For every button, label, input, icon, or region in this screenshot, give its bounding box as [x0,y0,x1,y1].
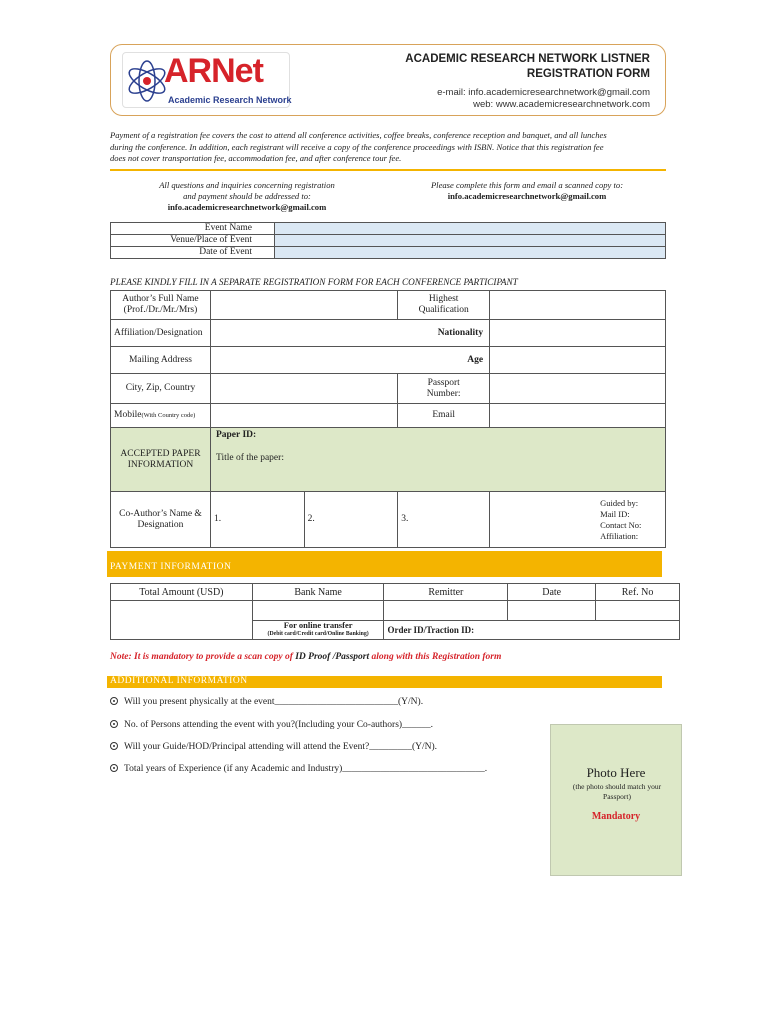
bullet-icon [110,720,118,728]
nationality-label: Nationality [210,320,489,347]
accepted-paper-label: ACCEPTED PAPER INFORMATION [111,428,211,492]
remitter-header: Remitter [384,584,508,601]
form-title: ACADEMIC RESEARCH NETWORK LISTNER REGISTRATION FORM [405,53,650,80]
coauthor-label: Co-Author’s Name & Designation [111,492,211,548]
passport-label: Passport Number: [398,374,490,404]
intro-paragraph: Payment of a registration fee covers the cost to attend all conference activities, coffee breaks, conference reception and banquet, and all lunches during the conference. In addition, each registrant will receive a copy of the conference proceedings with ISBN. Notice that this registration fee does not cover transportation fee, accommodation fee, and after conference tour fee. [110,130,607,163]
email-label: Email [398,404,490,428]
qualification-field[interactable] [490,291,666,320]
age-field[interactable] [490,347,666,374]
payment-heading-bar: PAYMENT INFORMATION [107,551,662,577]
bank-name-field[interactable] [252,601,384,621]
logo-wordmark: ARNet [164,52,263,90]
mailing-label: Mailing Address [111,347,211,374]
header-email: e-mail: info.academicresearchnetwork@gmail.com [437,87,650,98]
paper-title-label: Title of the paper: [215,453,284,463]
photo-mandatory: Mandatory [591,811,641,822]
atom-icon [125,53,169,107]
photo-box[interactable] [550,724,682,876]
city-field[interactable] [210,374,397,404]
venue-label: Venue/Place of Event [111,235,275,247]
online-transfer-label: For online transfer (Debit card/Credit card/Online Banking) [252,621,384,640]
event-date-field[interactable] [275,247,666,259]
event-date-label: Date of Event [111,247,275,259]
order-id-field[interactable]: Order ID/Traction ID: [384,621,680,640]
email-field[interactable] [490,404,666,428]
bullet-icon [110,697,118,705]
qualification-label: Highest Qualification [398,291,490,320]
participant-table [110,290,666,548]
coauthor-1-field[interactable]: 1. [210,492,304,548]
paper-info-field[interactable] [210,428,665,492]
event-name-label: Event Name [111,223,275,235]
bullet-icon [110,764,118,772]
inquiries-email: info.academicresearchnetwork@gmail.com [167,202,327,212]
header-contact [437,87,650,111]
date-field[interactable] [508,601,596,621]
photo-hint: (the photo should match your Passport) [572,782,662,801]
ref-no-field[interactable] [596,601,680,621]
mandatory-note: Note: It is mandatory to provide a scan copy of ID Proof /Passport along with this Registration form [110,652,502,662]
age-label: Age [210,347,489,374]
coauthor-2-field[interactable]: 2. [304,492,398,548]
question-persons[interactable]: No. of Persons attending the event with you?(Including your Co-authors)______. [110,720,433,730]
paper-id-label: Paper ID: [215,430,257,440]
bank-name-header: Bank Name [252,584,384,601]
total-amount-header: Total Amount (USD) [111,584,253,601]
photo-title: Photo Here [586,765,646,780]
submit-email: info.academicresearchnetwork@gmail.com [447,191,607,201]
guide-info-field[interactable]: Guided by: Mail ID: Contact No: Affiliation: [490,492,666,548]
logo-subtitle: Academic Research Network [168,95,292,105]
venue-field[interactable] [275,235,666,247]
author-name-field[interactable] [210,291,397,320]
event-name-field[interactable] [275,223,666,235]
payment-table [110,583,680,640]
submit-note: Please complete this form and email a scanned copy to: info.academicresearchnetwork@gmail.com [392,180,662,202]
header-web: web: www.academicresearchnetwork.com [473,99,650,110]
passport-field[interactable] [490,374,666,404]
mobile-label: Mobile(With Country code) [111,404,211,428]
remitter-field[interactable] [384,601,508,621]
additional-heading-bar: ADDITIONAL INFORMATION [107,676,662,688]
affiliation-label: Affiliation/Designation [111,320,211,347]
nationality-field[interactable] [490,320,666,347]
bullet-icon [110,742,118,750]
question-present[interactable]: Will you present physically at the event__________________________(Y/N). [110,697,423,707]
date-header: Date [508,584,596,601]
mobile-field[interactable] [210,404,397,428]
separate-form-notice: PLEASE KINDLY FILL IN A SEPARATE REGISTRATION FORM FOR EACH CONFERENCE PARTICIPANT [110,277,518,287]
divider [110,169,666,171]
inquiries-note: All questions and inquiries concerning registration and payment should be addressed to: info.academicresearchnetwork@gmail.com [112,180,382,213]
question-guide[interactable]: Will your Guide/HOD/Principal attending will attend the Event?_________(Y/N). [110,742,437,752]
question-experience[interactable]: Total years of Experience (if any Academic and Industry)______________________________. [110,764,487,774]
coauthor-3-field[interactable]: 3. [398,492,490,548]
ref-no-header: Ref. No [596,584,680,601]
event-table [110,222,666,259]
city-label: City, Zip, Country [111,374,211,404]
total-amount-field[interactable] [111,601,253,640]
author-name-label: Author’s Full Name (Prof./Dr./Mr./Mrs) [111,291,211,320]
